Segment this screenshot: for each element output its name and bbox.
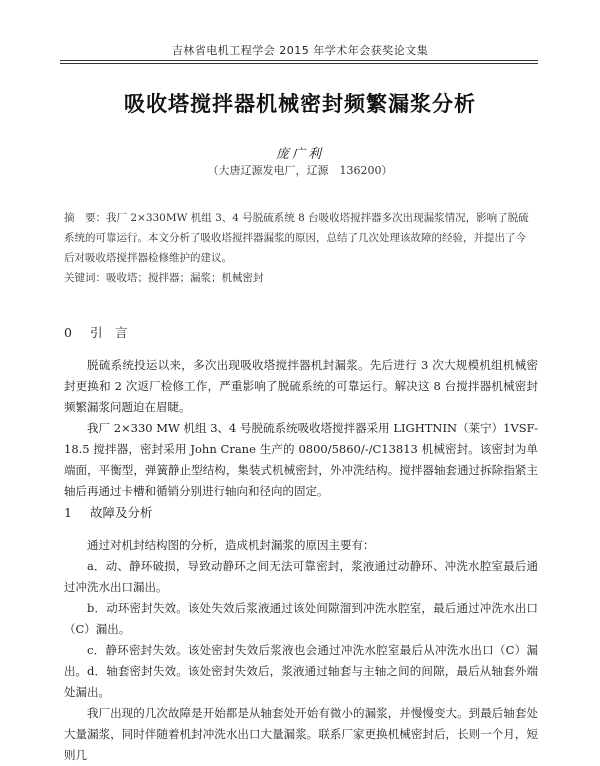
header-rule-double [60,63,538,64]
section-title: 引 言 [90,325,128,340]
section-number: 0 [64,325,72,340]
abstract-text: 我厂 2×330MW 机组 3、4 号脱硫系统 8 台吸收塔搅拌器多次出现漏浆情况，影响了脱硫系统的可靠运行。本文分析了吸收塔搅拌器漏浆的原因，总结了几次处理该故障的经验，并提出了今后对吸收塔搅拌器检修维护的建议。 [64,212,529,264]
paragraph-analysis-2: 我厂出现的几次故障是开始都是从轴套处开始有微小的漏浆，并慢慢变大。到最后轴套处大量漏浆，同时伴随着机封冲洗水出口大量漏浆。联系厂家更换机械密封后，长则一个月，短则几 [64,706,538,762]
paragraph-intro-2: 我厂 2×330 MW 机组 3、4 号脱硫系统吸收塔搅拌器采用 LIGHTNIN（莱宁）1VSF-18.5 搅拌器，密封采用 John Crane 生产的 0800/5860/-/C13813 机械密封。该密封为单端面，平衡型，弹簧静止型结构，集装式机械密封，外冲洗结构。搅拌器轴套通过拆除指紧主轴后再通过卡槽和循销分别进行轴向和径向的固定。 [64,421,538,498]
keywords-label: 关键词： [64,272,106,284]
list-item-a: a．动、静环破损，导致动静环之间无法可靠密封，浆液通过动静环、冲洗水腔室最后通过冲洗水出口漏出。 [64,559,538,594]
author-affiliation: （大唐辽源发电厂，辽源 136200） [207,164,393,177]
list-item-b: b．动环密封失效。该处失效后浆液通过该处间隙溜到冲洗水腔室，最后通过冲洗水出口（C）漏出。 [64,601,538,636]
list-item-d: d．轴套密封失效。该处密封失效后，浆液通过轴套与主轴之间的间隙，最后从轴套外端处漏出。 [64,664,538,699]
keywords [64,270,536,285]
paragraph-intro-1: 脱硫系统投运以来，多次出现吸收塔搅拌器机封漏浆。先后进行 3 次大规模机组机械密封更换和 2 次返厂检修工作，严重影响了脱硫系统的可靠运行。解决这 8 台搅拌器机械密封频繁漏浆问题迫在眉睫。 [64,358,538,414]
running-header: 吉林省电机工程学会 2015 年学术年会获奖论文集 [171,44,429,57]
section-heading-analysis [64,503,153,521]
paragraph-analysis-intro: 通过对机封结构图的分析，造成机封漏浆的原因主要有： [87,538,375,552]
author-name: 庞广利 [275,147,324,162]
section-number: 1 [64,505,72,520]
abstract-label: 摘 要： [64,212,106,224]
list-item-c: c．静环密封失效。该处密封失效后浆液也会通过冲洗水腔室最后从冲洗水出口（C）漏出。 [64,643,538,678]
section-title: 故障及分析 [90,505,153,520]
keywords-text: 吸收塔；搅拌器；漏浆；机械密封 [106,272,264,284]
abstract [64,208,536,268]
header-rule [60,60,538,61]
section-heading-intro [64,323,128,341]
paper-title: 吸收塔搅拌器机械密封频繁漏浆分析 [124,92,476,116]
